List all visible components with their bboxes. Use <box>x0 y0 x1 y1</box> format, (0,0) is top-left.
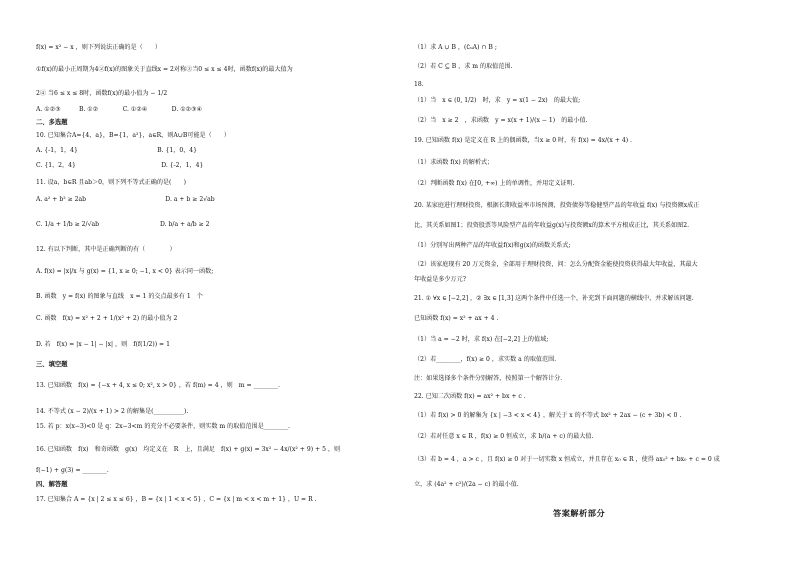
text-line-l8: C. {1，2，4} D. {-2，1，4} <box>36 162 204 169</box>
right-column <box>414 0 766 561</box>
text-line-l11: C. 1/a + 1/b ≥ 2/√ab D. b/a + a/b ≥ 2 <box>36 221 210 228</box>
text-line-r4: （1）当 x ∈ (0, 1/2) 时，求 y = x(1 − 2x) 的最大值; <box>414 97 581 104</box>
section-heading-l5: 二、多选题 <box>36 119 68 126</box>
text-line-l14: B. 函数 y = f(x) 的图象与直线 x = 1 的交点最多有 1 个 <box>36 293 203 300</box>
text-line-r15: 已知函数 f(x) = x² + ax + 4 . <box>414 315 499 322</box>
text-line-l6: 10. 已知集合A={4，a}，B={1，a²}，a∈R，则A∪B可能是（ ） <box>36 132 230 139</box>
text-line-l19: 14. 不等式 (x − 2)/(x + 1) > 2 的解集是(__________). <box>36 408 189 415</box>
text-line-l22: f(−1) + g(3) = ________. <box>36 467 109 474</box>
text-line-r6: 19. 已知函数 f(x) 是定义在 R 上的偶函数，当x ≥ 0 时，有 f(x) = 4x/(x + 4) . <box>414 137 632 144</box>
text-line-r12: （2）该家庭现有 20 万元资金，全部用于理财投资，问：怎么分配资金能使投资获得最大年收益，其最大 <box>414 261 698 268</box>
text-line-l21: 16. 已知函数 f(x) 和奇函数 g(x) 均定义在 R 上，且满足 f(x) + g(x) = 3x² − 4x/(x² + 9) + 5 ，则 <box>36 446 341 453</box>
text-line-l3: 2④ 当6 ≤ x ≤ 8时，函数f(x)的最小值为 − 1/2 <box>36 90 168 97</box>
text-line-l4: A. ①②③ B. ①② C. ①②④ D. ①②③④ <box>36 106 203 113</box>
text-line-l10: A. a² + b² ≥ 2ab D. a + b ≥ 2√ab <box>36 196 215 203</box>
text-line-l24: 17. 已知集合 A = {x | 2 ≤ x ≤ 6} ，B = {x | 1 < x < 5} ，C = {x | m < x < m + 1} ，U = R . <box>36 496 317 503</box>
text-line-r13: 年收益是多少万元? <box>414 276 467 283</box>
text-line-r7: （1）求函数 f(x) 的解析式； <box>414 159 494 166</box>
text-line-r23: 立，求 (4a² + c²)/(2a − c) 的最小值. <box>414 481 519 488</box>
text-line-r9: 20. 某家庭进行理财投资，根据长期收益率市场预测，投资债券等稳健型产品的年收益 f(x) 与投资额x成正 <box>414 202 700 209</box>
text-line-r16: （1）当 a = −2 时，求 f(x) 在[−2,2] 上的值域; <box>414 336 549 343</box>
text-line-l7: A. {-1，1，4} B. {1，0，4} <box>36 147 198 154</box>
answer-section-title: 答案解析部分 <box>553 508 606 518</box>
text-line-r14: 21. ① ∀x ∈ [−2,2] ，② ∃x ∈ [1,3] 这两个条件中任选一个，补充到下面问题的横线中，并求解该问题. <box>414 295 694 302</box>
text-line-r20: （1）若 f(x) > 0 的解集为 {x | −3 < x < 4} ，解关于 x 的不等式 bx² + 2ax − (c + 3b) < 0 . <box>414 412 682 419</box>
text-line-r19: 22. 已知二次函数 f(x) = ax² + bx + c . <box>414 393 526 400</box>
text-line-l13: A. f(x) = |x|/x 与 g(x) = {1, x ≥ 0; −1, x < 0} 表示同一函数; <box>36 268 214 275</box>
section-heading-l23: 四、解答题 <box>36 481 68 488</box>
text-line-r18: 注：如果选择多个条件分别解答，按照第一个解答计分. <box>414 375 563 382</box>
text-line-r5: （2）当 x ≥ 2 ，求函数 y = x(x + 1)/(x − 1) 的最小值. <box>414 117 588 124</box>
text-line-l16: D. 若 f(x) = |x − 1| − |x| ，则 f(f(1/2)) = 1 <box>36 341 170 348</box>
text-line-l2: ①f(x)的最小正周期为4②f(x)的图象关于直线x = 2对称③当0 ≤ x ≤ 4时，函数f(x)的最大值为 <box>36 66 293 73</box>
text-line-l1: f(x) = x² − x ，则下列说法正确的是（ ） <box>36 44 161 51</box>
text-line-r21: （2）若对任意 x ∈ R ，f(x) ≥ 0 恒成立，求 b/(a + c) 的最大值. <box>414 433 594 440</box>
text-line-r11: （1）分别写出两种产品的年收益f(x)和g(x)的函数关系式; <box>414 242 571 249</box>
text-line-l20: 15. 若 p：x(x−3)<0 是 q：2x−3<m 的充分不必要条件，则实数 m 的取值范围是________. <box>36 423 290 430</box>
text-line-r3: 18. <box>414 81 424 88</box>
text-line-r22: （3）若 b = 4 ，a > c ，且 f(x) ≥ 0 对于一切实数 x 恒成立，并且存在 x₀ ∈ R ，使得 ax₀² + bx₀ + c = 0 成 <box>414 456 720 463</box>
text-line-l18: 13. 已知函数 f(x) = {−x + 4, x ≤ 0; x², x > 0} ，若 f(m) = 4 ，则 m = ________. <box>36 382 280 389</box>
text-line-r17: （2）若________，f(x) ≥ 0 ，求实数 a 的取值范围. <box>414 356 557 363</box>
text-line-r8: （2）判断函数 f(x) 在[0, +∞) 上的单调性，并用定义证明. <box>414 180 575 187</box>
text-line-l15: C. 函数 f(x) = x² + 2 + 1/(x² + 2) 的最小值为 2 <box>36 315 178 322</box>
text-line-l9: 11. 设a，b∈R 且ab＞0，则下列不等式正确的是( ) <box>36 179 186 186</box>
text-line-r1: （1）求 A ∪ B ，(∁ᵤA) ∩ B ; <box>414 44 497 51</box>
section-heading-l17: 三、填空题 <box>36 361 68 368</box>
left-column <box>36 0 388 561</box>
text-line-l12: 12. 有以下判断，其中是正确判断的有（ ） <box>36 246 176 253</box>
text-line-r2: （2）若 C ⊆ B ，求 m 的取值范围. <box>414 63 513 70</box>
text-line-r10: 比，其关系如图1；投资股票等风险型产品的年收益g(x)与投资额x的算术平方根成正比，其关系如图2. <box>414 222 690 229</box>
